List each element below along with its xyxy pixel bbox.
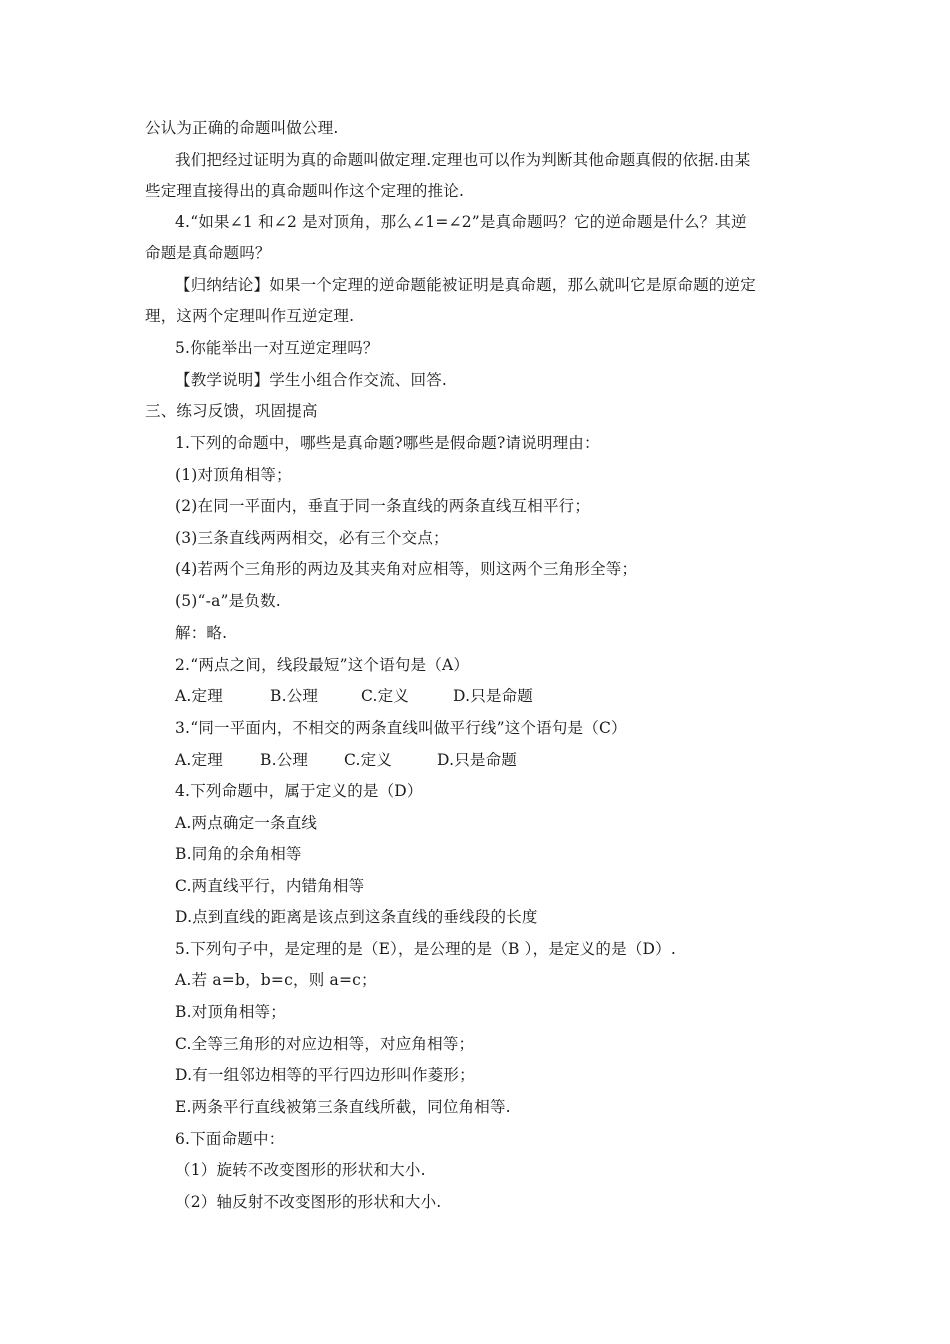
option: B.公理 <box>260 751 309 769</box>
option: A.定理 <box>175 751 223 769</box>
option: C.定义 <box>361 687 410 705</box>
text-line: D.有一组邻边相等的平行四边形叫作菱形； <box>175 1066 475 1084</box>
text-line: （2）轴反射不改变图形的形状和大小. <box>175 1193 442 1211</box>
text-line: 2.“两点之间，线段最短”这个语句是（A） <box>175 656 470 674</box>
text-line: 1.下列的命题中，哪些是真命题?哪些是假命题?请说明理由： <box>175 434 600 452</box>
text-line: (4)若两个三角形的两边及其夹角对应相等，则这两个三角形全等； <box>175 560 638 578</box>
text-line: C.全等三角形的对应边相等，对应角相等； <box>175 1035 475 1053</box>
text-line: 【教学说明】学生小组合作交流、回答. <box>175 371 448 389</box>
text-line: B.对顶角相等； <box>175 1003 286 1021</box>
text-line: 些定理直接得出的真命题叫作这个定理的推论. <box>145 182 465 200</box>
text-line: A.若 a=b，b=c，则 a=c； <box>175 971 377 989</box>
text-line: 6.下面命题中： <box>175 1130 285 1148</box>
text-line: (3)三条直线两两相交，必有三个交点； <box>175 529 449 547</box>
text-line: 解：略. <box>175 624 228 642</box>
text-line: (5)“-a”是负数. <box>175 592 281 610</box>
text-line: 我们把经过证明为真的命题叫做定理.定理也可以作为判断其他命题真假的依据.由某 <box>175 151 751 169</box>
text-line: 理，这两个定理叫作互逆定理. <box>145 307 355 325</box>
option: A.定理 <box>175 687 223 705</box>
option: D.只是命题 <box>437 751 518 769</box>
option: C.定义 <box>344 751 393 769</box>
section-heading: 三、练习反馈，巩固提高 <box>145 402 318 420</box>
text-line: （1）旋转不改变图形的形状和大小. <box>175 1161 426 1179</box>
text-line: 命题是真命题吗？ <box>145 244 271 262</box>
option: B.公理 <box>270 687 319 705</box>
text-line: E.两条平行直线被第三条直线所截，同位角相等. <box>175 1098 511 1116</box>
q3-options <box>175 750 517 770</box>
text-line: D.点到直线的距离是该点到这条直线的垂线段的长度 <box>175 908 538 926</box>
text-line: 4.下列命题中，属于定义的是（D） <box>175 782 423 800</box>
text-line: 5.下列句子中，是定理的是（E），是公理的是（B ），是定义的是（D）. <box>175 940 676 958</box>
text-line: 4.“如果∠1 和∠2 是对顶角，那么∠1=∠2”是真命题吗？它的逆命题是什么？其逆 <box>175 213 747 231</box>
text-line: A.两点确定一条直线 <box>175 814 318 832</box>
text-line: C.两直线平行，内错角相等 <box>175 877 365 895</box>
q2-options <box>175 686 533 706</box>
text-line: 3.“同一平面内，不相交的两条直线叫做平行线”这个语句是（C） <box>175 719 627 737</box>
text-line: 【归纳结论】如果一个定理的逆命题能被证明是真命题，那么就叫它是原命题的逆定 <box>175 276 756 294</box>
text-line: B.同角的余角相等 <box>175 845 302 863</box>
option: D.只是命题 <box>453 687 534 705</box>
text-line: 公认为正确的命题叫做公理. <box>145 119 339 137</box>
text-line: (2)在同一平面内，垂直于同一条直线的两条直线互相平行； <box>175 497 591 515</box>
text-line: (1)对顶角相等； <box>175 466 292 484</box>
text-line: 5.你能举出一对互逆定理吗？ <box>175 339 379 357</box>
